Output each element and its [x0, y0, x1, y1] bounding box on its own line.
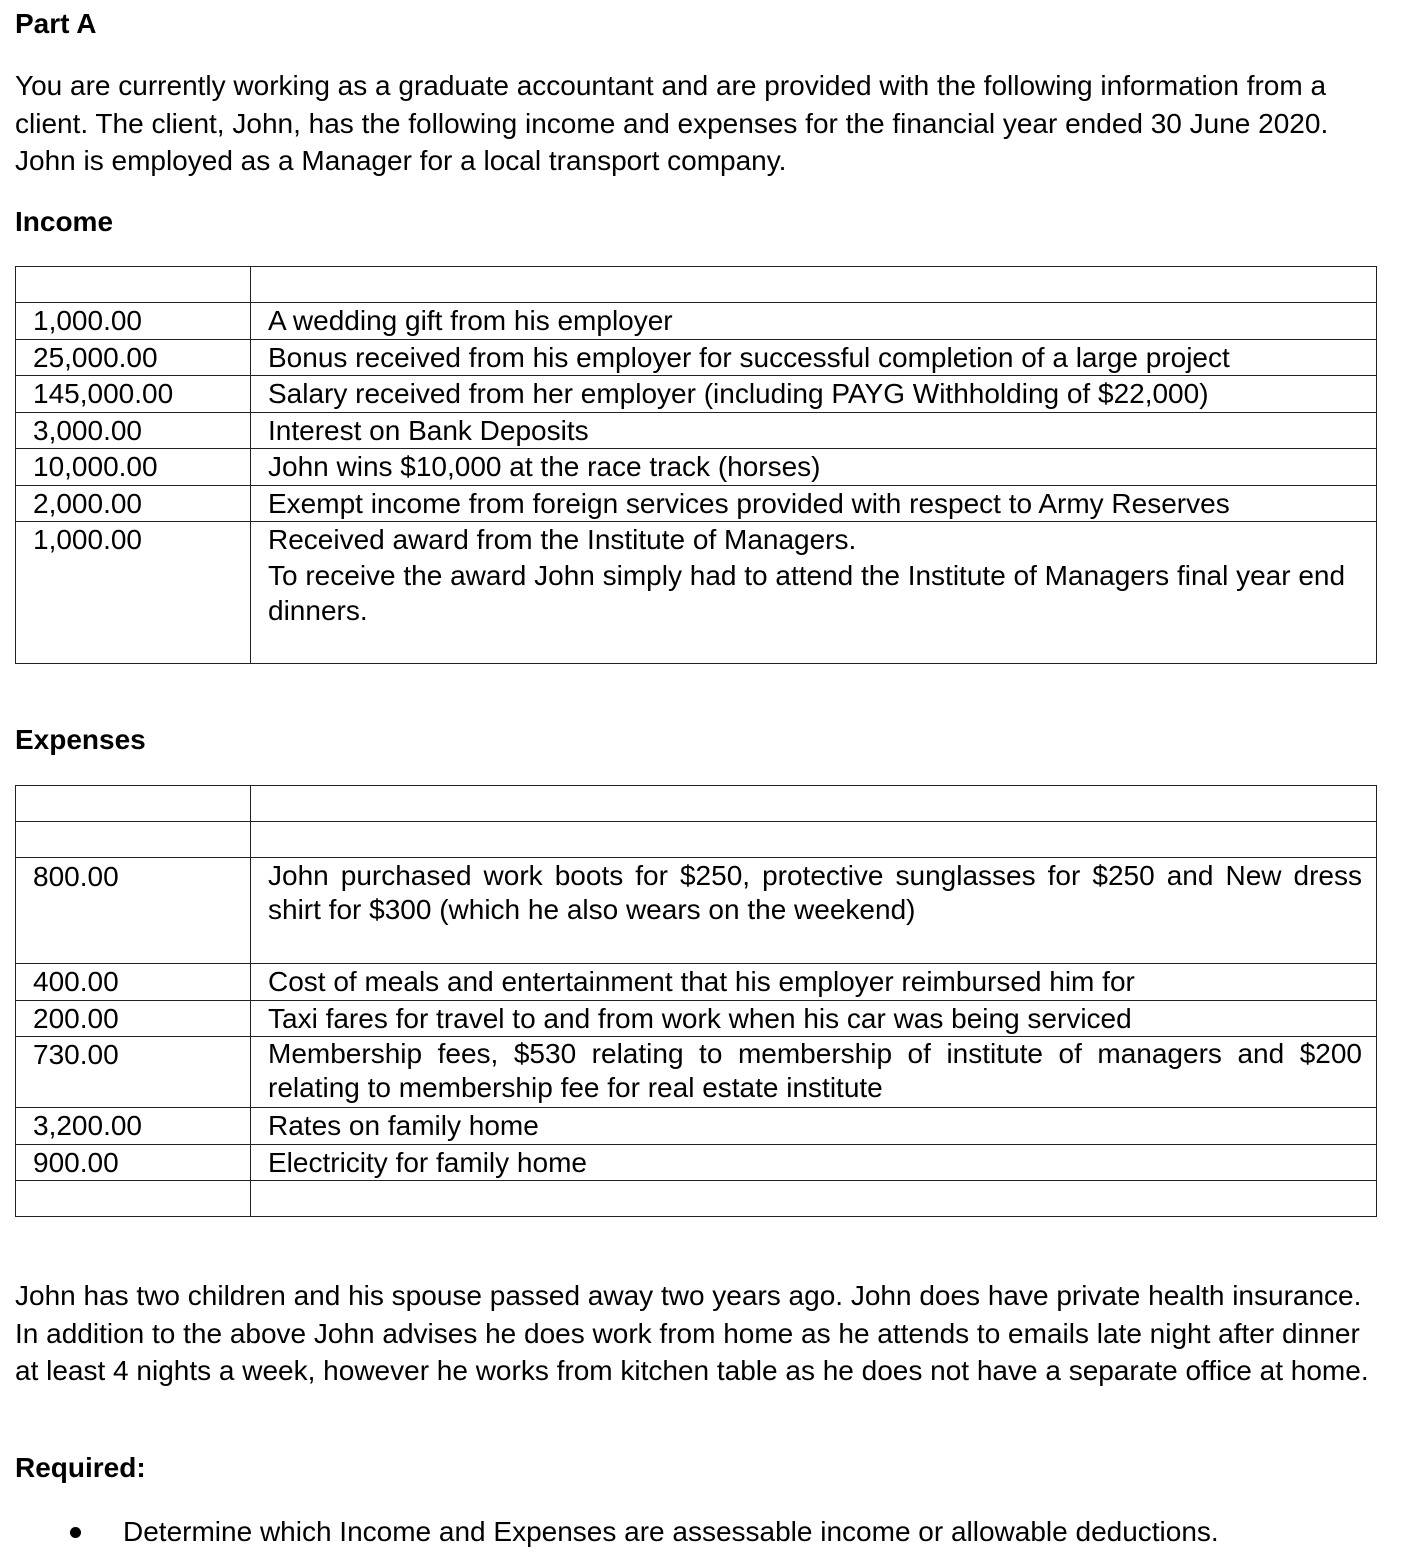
part-title: Part A [15, 8, 97, 39]
table-row [16, 1000, 1377, 1037]
expenses-heading: Expenses [15, 724, 146, 755]
income-description-note: To receive the award John simply had to attend the Institute of Managers final year end dinners. [268, 559, 1346, 626]
income-description [251, 522, 1377, 664]
table-row [16, 1037, 1377, 1108]
expense-amount: 3,200.00 [16, 1108, 251, 1145]
table-row [16, 964, 1377, 1001]
header-description-cell [251, 786, 1377, 822]
table-row [16, 449, 1377, 486]
table-row [16, 412, 1377, 449]
header-description-cell [251, 267, 1377, 303]
required-heading: Required: [15, 1452, 146, 1483]
expense-description: Electricity for family home [251, 1144, 1377, 1181]
expense-amount: 200.00 [16, 1000, 251, 1037]
expense-amount: 400.00 [16, 964, 251, 1001]
income-amount: 25,000.00 [16, 339, 251, 376]
expense-amount: 900.00 [16, 1144, 251, 1181]
income-description: Salary received from her employer (including PAYG Withholding of $22,000) [251, 376, 1377, 413]
income-amount: 145,000.00 [16, 376, 251, 413]
table-row [16, 1181, 1377, 1217]
expense-description: Rates on family home [251, 1108, 1377, 1145]
table-row [16, 303, 1377, 340]
income-table [15, 266, 1377, 664]
income-amount: 1,000.00 [16, 303, 251, 340]
table-header-row [16, 822, 1377, 858]
income-amount: 1,000.00 [16, 522, 251, 664]
income-description: John wins $10,000 at the race track (horses) [251, 449, 1377, 486]
table-row [16, 858, 1377, 964]
bullet-icon [70, 1527, 81, 1538]
table-row [16, 1108, 1377, 1145]
expense-amount: 730.00 [16, 1037, 251, 1108]
required-item: Determine which Income and Expenses are assessable income or allowable deductions. [123, 1516, 1219, 1547]
expense-amount: 800.00 [16, 858, 251, 964]
closing-paragraph: John has two children and his spouse passed away two years ago. John does have private health insurance. In addition to the above John advises he does work from home as he attends to emails late night after dinner at least 4 nights a week, however he works from kitchen table as he does not have a separate office at home. [15, 1280, 1369, 1386]
table-row [16, 1144, 1377, 1181]
income-description: A wedding gift from his employer [251, 303, 1377, 340]
income-description: Exempt income from foreign services provided with respect to Army Reserves [251, 485, 1377, 522]
expense-description: Cost of meals and entertainment that his employer reimbursed him for [251, 964, 1377, 1001]
income-heading: Income [15, 206, 114, 237]
income-amount: 10,000.00 [16, 449, 251, 486]
expense-description: Taxi fares for travel to and from work when his car was being serviced [251, 1000, 1377, 1037]
table-row [16, 485, 1377, 522]
empty-cell [16, 1181, 251, 1217]
expenses-table [15, 785, 1377, 1217]
header-amount-cell [16, 786, 251, 822]
income-description: Interest on Bank Deposits [251, 412, 1377, 449]
header-amount-cell [16, 822, 251, 858]
intro-paragraph: You are currently working as a graduate accountant and are provided with the following information from a client. The client, John, has the following income and expenses for the financial year ended 30 June 2020. John is employed as a Manager for a local transport company. [15, 70, 1329, 176]
empty-cell [251, 1181, 1377, 1217]
table-row [16, 339, 1377, 376]
table-row [16, 522, 1377, 664]
income-amount: 3,000.00 [16, 412, 251, 449]
table-row [16, 376, 1377, 413]
expense-description: Membership fees, $530 relating to membership of institute of managers and $200 relating to membership fee for real estate institute [251, 1037, 1377, 1108]
income-description-line: Received award from the Institute of Managers. [268, 524, 857, 555]
table-header-row [16, 786, 1377, 822]
income-amount: 2,000.00 [16, 485, 251, 522]
income-description: Bonus received from his employer for successful completion of a large project [251, 339, 1377, 376]
expense-description: John purchased work boots for $250, protective sunglasses for $250 and New dress shirt for $300 (which he also wears on the weekend) [251, 858, 1377, 964]
table-header-row [16, 267, 1377, 303]
header-description-cell [251, 822, 1377, 858]
header-amount-cell [16, 267, 251, 303]
